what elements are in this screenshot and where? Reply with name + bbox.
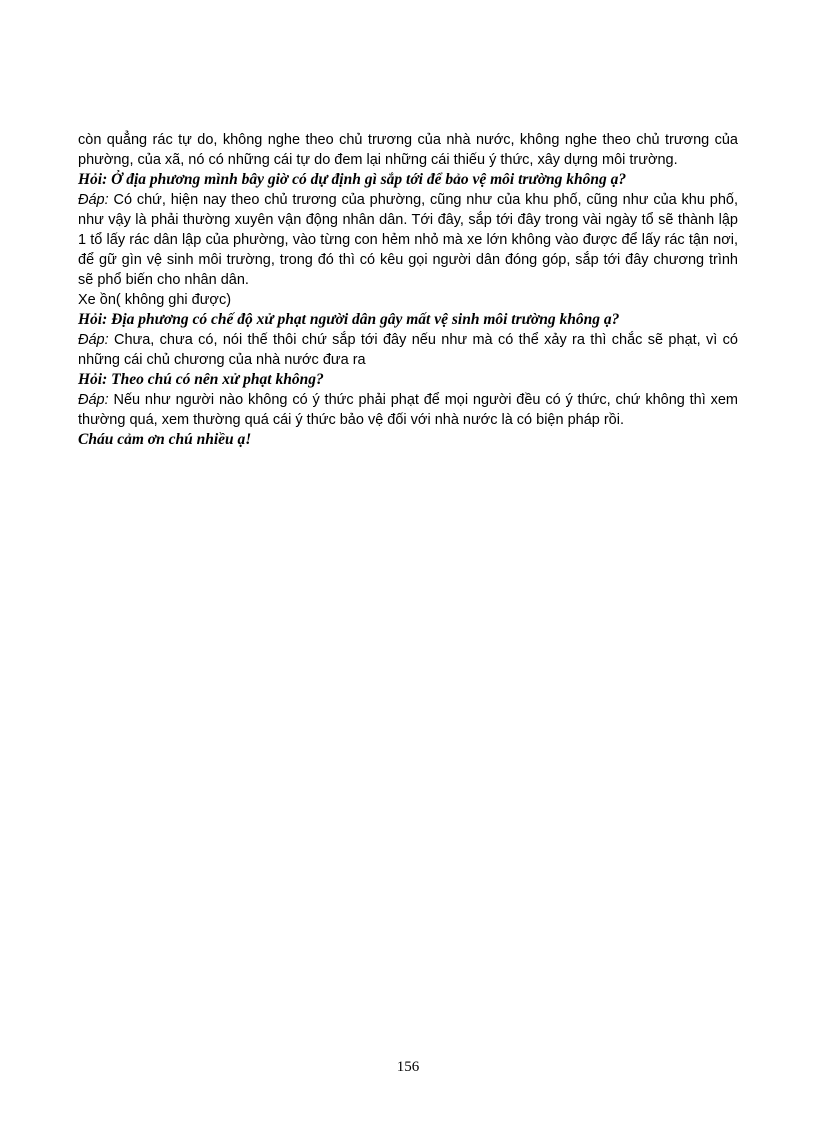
answer-1 <box>78 190 738 290</box>
answer-text: Có chứ, hiện nay theo chủ trương của phường, cũng như của khu phố, cũng như của khu phố, như vậy là phải thường xuyên vận động nhân dân. Tới đây, sắp tới đây trong vài ngày tổ sẽ thành lập 1 tổ lấy rác dân lập của phường, vào từng con hẻm nhỏ mà xe lớn không vào được để lấy rác tận nơi, để gữ gìn vệ sinh môi trường, trong đó thì có kêu gọi người dân đóng góp, sắp tới đây chương trình sẽ phổ biến cho nhân dân. <box>78 192 738 288</box>
closing-line: Cháu cảm ơn chú nhiều ạ! <box>78 431 252 448</box>
answer-text: Nếu như người nào không có ý thức phải phạt để mọi người đều có ý thức, chứ không thì xem thường quá, xem thường quá cái ý thức bảo vệ đối với nhà nước là có biện pháp rồi. <box>78 392 738 428</box>
answer-2 <box>78 330 738 370</box>
answer-label: Đáp: <box>78 332 109 348</box>
page-number: 156 <box>396 1059 420 1075</box>
noise-note: Xe ồn( không ghi được) <box>78 292 232 308</box>
intro-paragraph: còn quẳng rác tự do, không nghe theo chủ trương của nhà nước, không nghe theo chủ trương của phường, của xã, nó có những cái tự do đem lại những cái thiếu ý thức, xây dựng môi trường. <box>78 132 738 168</box>
answer-label: Đáp: <box>78 392 109 408</box>
document-body <box>78 130 738 450</box>
question-2: Hỏi: Địa phương có chế độ xử phạt người dân gây mất vệ sinh môi trường không ạ? <box>78 311 620 328</box>
answer-3 <box>78 390 738 430</box>
answer-text: Chưa, chưa có, nói thế thôi chứ sắp tới đây nếu như mà có thể xảy ra thì chắc sẽ phạt, vì có những cái chủ chương của nhà nước đưa ra <box>78 332 738 368</box>
answer-label: Đáp: <box>78 192 109 208</box>
question-3: Hỏi: Theo chú có nên xử phạt không? <box>78 371 324 388</box>
question-1: Hỏi: Ở địa phương mình bây giờ có dự định gì sắp tới để bảo vệ môi trường không ạ? <box>78 171 627 188</box>
